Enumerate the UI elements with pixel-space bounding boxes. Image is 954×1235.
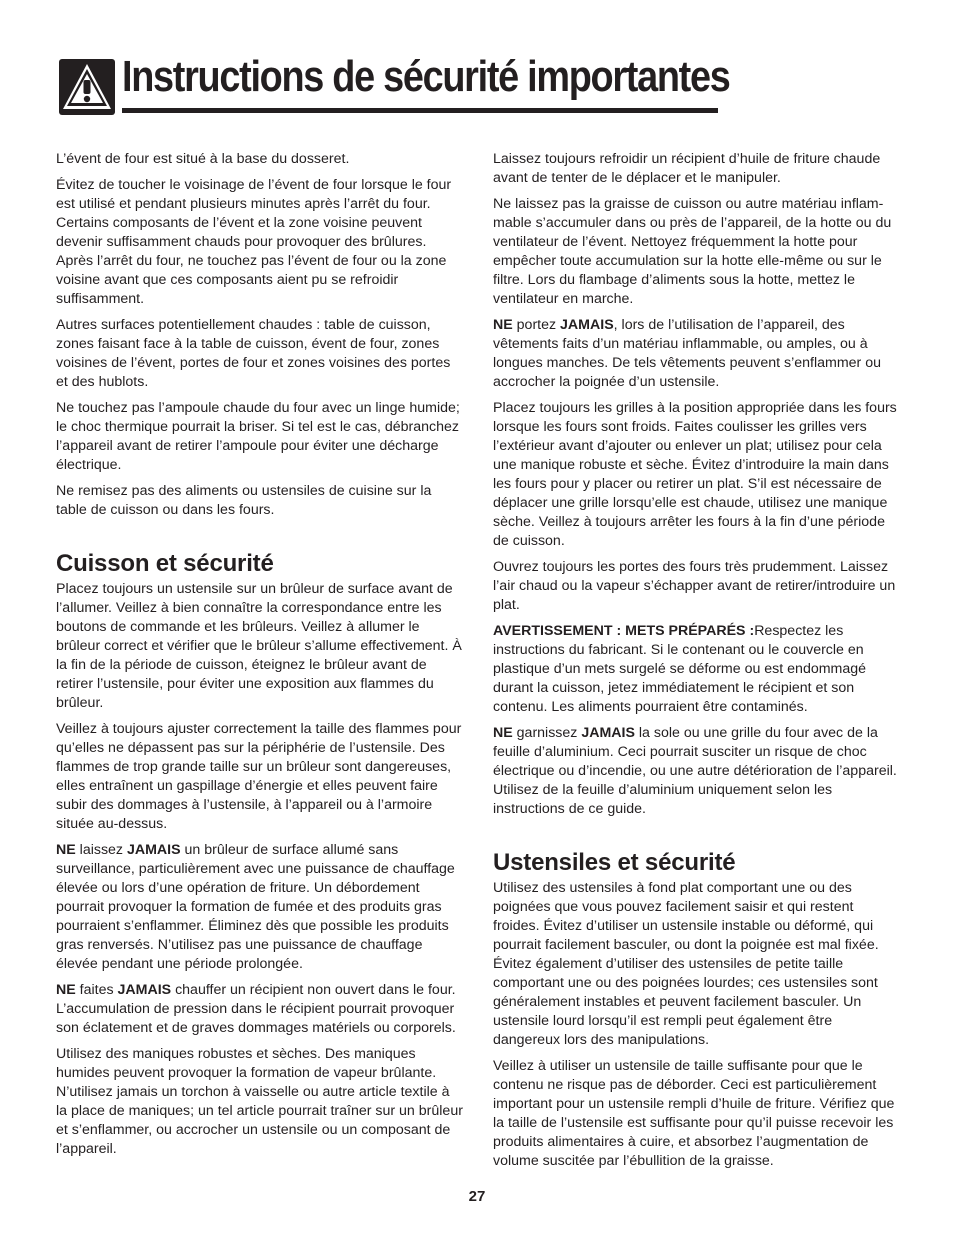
paragraph: AVERTISSEMENT : METS PRÉPARÉS :Respectez les instructions du fabricant. Si le contenant ou le couvercle en plastique d’un mets surgelé se déforme ou est endommagé durant la cuisson, jetez immédiatement le récipient et son contenu. Les aliments pourraient être contaminés. [493,623,867,715]
paragraph: NE garnissez JAMAIS la sole ou une grille du four avec de la feuille d’aluminium. Ceci pourrait susciter un risque de choc électrique ou d’incendie, ou une autre détérioration de l’appareil. Utilisez de la feuille d’aluminium uniquement selon les instructions de ce guide. [493,725,897,817]
paragraph: Veillez à utiliser un ustensile de taille suffisante pour que le contenu ne risque pas de déborder. Ceci est particulièrement important pour un ustensile rempli d’huile de friture. Vérifiez que la taille de l’ustensile est suffisante pour qu’il puisse recevoir les produits alimentaires à cuire, et absorbez l’augmentation de volume suscitée par l’ébullition de la graisse. [493,1058,895,1169]
paragraph: Utilisez des ustensiles à fond plat comportant une ou des poignées que vous pouvez facilement saisir et qui restent froides. Évitez d’utiliser un ustensile instable ou déformé, qui pourrait facilement basculer, ou dont la poignée est mal fixée. Évitez également d’utiliser des ustensiles de petite taille comportant une ou des poignées lourdes; ces ustensiles sont généralement instables et peuvent facilement basculer. Un ustensile lourd lorsqu’il est rempli peut également être dangereux lors des manipulations. [493,880,879,1048]
paragraph: NE laissez JAMAIS un brûleur de surface allumé sans surveillance, particulièrement avec une puissance de chauffage élevée ou lors d’une opération de friture. Un débordement pourrait provoquer la formation de fumée et des produits gras pourraient s’enflammer. Éliminez dès que possible les produits gras renversés. N’utilisez pas une puissance de chauffage élevée pendant une période prolongée. [56,842,455,972]
paragraph: Ne remisez pas des aliments ou ustensiles de cuisine sur la table de cuisson ou dans les fours. [56,483,432,518]
emphasis-jamais: JAMAIS [126,842,181,858]
paragraph: Utilisez des maniques robustes et sèches. Des maniques humides peuvent provoquer la formation de vapeur brûlante. N’utilisez jamais un torchon à vaisselle ou autre article textile à la place de maniques; un tel article pourrait traîner sur un brûleur et s’enflammer, ou accrocher un ustensile ou un composant de l’appareil. [56,1046,463,1157]
emphasis-ne: NE [493,317,513,333]
paragraph: Ouvrez toujours les portes des fours très prudemment. Laissez l’air chaud ou la vapeur s’échapper avant de retirer/introduire un plat. [493,559,896,613]
paragraph: Placez toujours les grilles à la position appropriée dans les fours lorsque les fours sont froids. Faites coulisser les grilles vers l’extérieur avant d’ajouter ou enlever un plat; utilisez pour cela une manique robuste et sèche. Évitez d’introduire la main dans les fours pour y placer ou retirer un plat. S’il est nécessaire de déplacer une grille lorsqu’elle est chaude, utilisez une manique sèche. Veillez à toujours arrêter les fours à la fin d’une période de cuisson. [493,400,897,549]
paragraph: L’évent de four est situé à la base du dosseret. [56,151,350,167]
emphasis-jamais: JAMAIS [581,725,635,741]
paragraph: Ne laissez pas la graisse de cuisson ou autre matériau inflam- mable s’accumuler dans ou près de l’appareil, de la hotte ou du ventilateur de l’évent. Nettoyez fréquemment la hotte pour empêcher toute accumulation sur la hotte elle-même ou sur le filtre. Lors du flambage d’aliments sous la hotte, mettez le ventilateur en marche. [493,196,892,307]
left-column [56,150,464,1166]
paragraph: Veillez à toujours ajuster correctement la taille des flammes pour qu’elles ne dépassent pas sur la périphérie de l’ustensile. Des flammes de trop grande taille sur un brûleur sont dangereuses, elles entraînent un gaspillage d’énergie et elles peuvent faire subir des dommages à l’ustensile, à l’appareil ou à l’armoire située au-dessus. [56,721,462,832]
section-heading-ustensiles: Ustensiles et sécurité [493,849,736,876]
page-number: 27 [468,1188,486,1205]
title-underline [122,108,718,113]
paragraph: NE faites JAMAIS chauffer un récipient non ouvert dans le four. L’accumulation de pression dans le récipient pourrait provoquer son éclatement et de graves dommages matériels ou corporels. [56,982,456,1036]
right-column [493,150,901,1178]
emphasis-ne: NE [56,982,76,998]
emphasis-jamais: JAMAIS [560,317,614,333]
paragraph: Ne touchez pas l’ampoule chaude du four avec un linge humide; le choc thermique pourrait la briser. Si tel est le cas, débranchez l’appareil avant de retirer l’ampoule pour éviter une décharge électrique. [56,400,460,473]
paragraph: Laissez toujours refroidir un récipient d’huile de friture chaude avant de tenter de le déplacer et le manipuler. [493,151,881,186]
emphasis-ne: NE [493,725,513,741]
warning-triangle-icon [58,58,116,116]
warning-label: AVERTISSEMENT : METS PRÉPARÉS : [493,623,755,639]
section-heading-cuisson: Cuisson et sécurité [56,550,274,577]
emphasis-jamais: JAMAIS [117,982,172,998]
paragraph: Évitez de toucher le voisinage de l’évent de four lorsque le four est utilisé et pendant plusieurs minutes après l’arrêt du four. Certains composants de l’évent et la zone voisine peuvent devenir suffisamment chauds pour provoquer des brûlures. Après l’arrêt du four, ne touchez pas l’évent de four ou la zone voisine avant que ces composants aient pu se refroidir suffisamment. [56,177,452,307]
page-header [58,52,730,118]
paragraph: Autres surfaces potentiellement chaudes : table de cuisson, zones faisant face à la table de cuisson, évent de four, zones voisines de l’évent, portes de four et zones voisines des portes et des hublots. [56,317,451,390]
paragraph: Placez toujours un ustensile sur un brûleur de surface avant de l’allumer. Veillez à bien connaître la correspondance entre les boutons de commande et les brûleurs. Veillez à allumer le brûleur correct et vérifier que le brûleur s’allume effectivement. À la fin de la période de cuisson, éteignez le brûleur avant de retirer l’ustensile, pour éviter une exposition aux flammes du brûleur. [56,581,462,711]
emphasis-ne: NE [56,842,76,858]
paragraph: NE portez JAMAIS, lors de l’utilisation de l’appareil, des vêtements faits d’un matériau inflammable, ou amples, ou à longues manches. De tels vêtements peuvent s’enflammer ou accrocher la poignée d’un ustensile. [493,317,881,390]
page-title: Instructions de sécurité importantes [122,52,730,101]
